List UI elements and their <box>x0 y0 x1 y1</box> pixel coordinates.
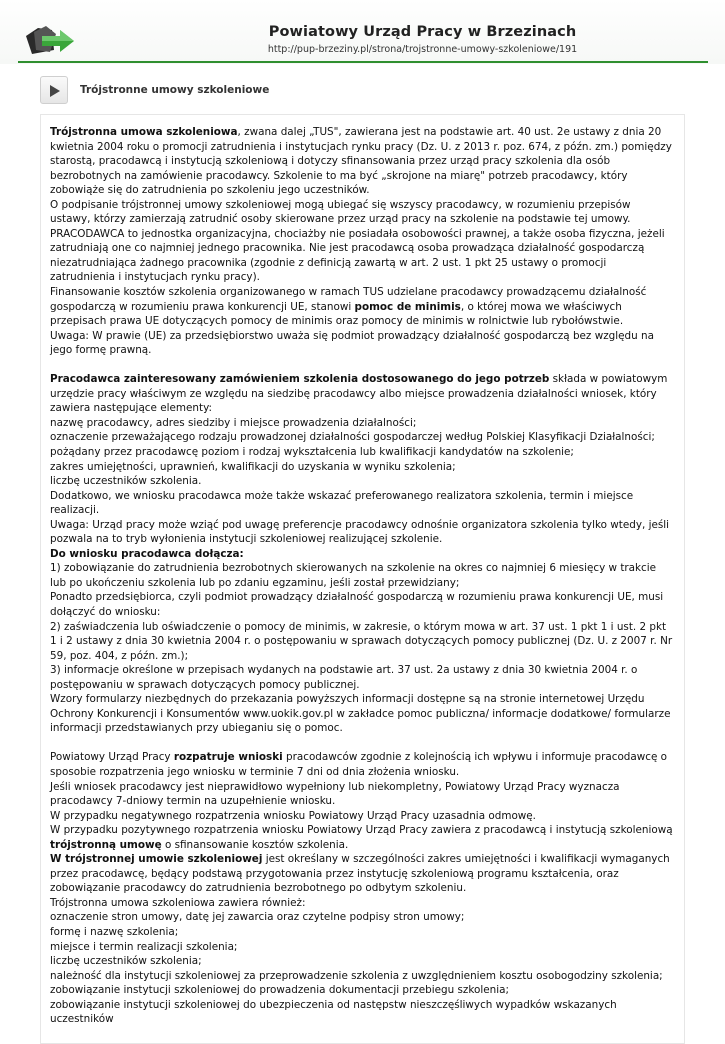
paragraph: 1) zobowiązanie do zatrudnienia bezrobotnych skierowanych na szkolenie na okres co najmniej 6 miesięcy w trakcie lub po ukończeniu szkolenia lub po zdaniu egzaminu, jeśli został przewidziany; <box>50 562 657 589</box>
page-title: Trójstronne umowy szkoleniowe <box>80 84 270 96</box>
paragraph: W trójstronnej umowie szkoleniowej jest określany w szczególności zakres umiejętności i kwalifikacji wymaganych przez pracodawcę, będący podstawą przygotowania przez instytucję szkoleniową programu kształcenia, oraz zobowiązanie pracodawcy do zatrudnienia bezrobotnego po odbytym szkoleniu. <box>50 853 670 895</box>
list-item: liczbę uczestników szkolenia; <box>50 955 202 968</box>
paragraph: PRACODAWCA to jednostka organizacyjna, chociażby nie posiadała osobowości prawnej, a także osoba fizyczna, jeżeli zatrudniają one co najmniej jednego pracownika. Nie jest pracodawcą osoba prowadząca działalność gospodarczą niezatrudniająca żadnego pracownika (zgodnie z definicją zawartą w art. 2 ust. 1 pkt 25 ustawy o promocji zatrudnienia i instytucjach rynku pracy). <box>50 227 665 284</box>
paragraph: Dodatkowo, we wniosku pracodawca może także wskazać preferowanego realizatora szkolenia, termin i miejsce realizacji. <box>50 489 634 517</box>
paragraph: Wzory formularzy niezbędnych do przekazania powyższych informacji dostępne są na stronie internetowej Urzędu Ochrony Konkurencji i Konsumentów www.uokik.gov.pl w zakładce pomoc publiczna/ informacje dodatkowe/ formularze informacji przedstawianych przy ubieganiu się o pomoc. <box>50 693 671 735</box>
site-title: Powiatowy Urząd Pracy w Brzezinach <box>268 24 577 40</box>
play-arrow-icon <box>48 83 62 99</box>
article-body <box>40 114 685 1044</box>
paragraph: O podpisanie trójstronnej umowy szkoleniowej mogą ubiegać się wszyscy pracodawcy, w rozumieniu przepisów ustawy, którzy zamierzają zatrudnić osoby skierowane przez urząd pracy na szkolenie na podstawie tej umowy. <box>50 198 631 226</box>
paragraph: 2) zaświadczenia lub oświadczenie o pomocy de minimis, w zakresie, o którym mowa w art. 37 ust. 1 pkt 1 i ust. 2 pkt 1 i 2 ustawy z dnia 30 kwietnia 2004 r. o postępowaniu w sprawach dotyczących pomocy publicznej (Dz. U. z 2007 r. Nr 59, poz. 404, z późn. zm.); <box>50 620 673 662</box>
page-header <box>0 0 725 64</box>
paragraph: Finansowanie kosztów szkolenia organizowanego w ramach TUS udzielane pracodawcy prowadzącemu działalność gospodarczą w rozumieniu prawa konkurencji UE, stanowi pomoc de minimis, o której mowa we właściwych przepisach prawa UE dotyczących pomocy de minimis oraz pomocy de minimis w rolnictwie lub rybołówstwie. <box>50 286 647 328</box>
list-item: nazwę pracodawcy, adres siedziby i miejsce prowadzenia działalności; <box>50 416 417 429</box>
list-item: zobowiązanie instytucji szkoleniowej do ubezpieczenia od następstw nieszczęśliwych wypadków wskazanych uczestników <box>50 998 617 1026</box>
list-item: zobowiązanie instytucji szkoleniowej do prowadzenia dokumentacji przebiegu szkolenia; <box>50 984 509 997</box>
paragraph: 3) informacje określone w przepisach wydanych na podstawie art. 37 ust. 2a ustawy z dnia 30 kwietnia 2004 r. o postępowaniu w sprawach dotyczących pomocy publicznej. <box>50 664 638 691</box>
list-item: pożądany przez pracodawcę poziom i rodzaj wykształcenia lub kwalifikacji kandydatów na szkolenie; <box>50 445 574 458</box>
list-item: zakres umiejętności, uprawnień, kwalifikacji do uzyskania w wyniku szkolenia; <box>50 460 456 473</box>
paragraph: Pracodawca zainteresowany zamówieniem szkolenia dostosowanego do jego potrzeb składa w powiatowym urzędzie pracy właściwym ze względu na siedzibę pracodawcy albo miejsce prowadzenia działalności wniosek, który zawiera następujące elementy: <box>50 373 668 415</box>
paragraph: Trójstronna umowa szkoleniowa zawiera również: <box>50 896 306 909</box>
paragraph: Uwaga: W prawie (UE) za przedsiębiorstwo uważa się podmiot prowadzący działalność gospodarczą bez względu na jego formę prawną. <box>50 329 654 357</box>
list-item: należność dla instytucji szkoleniowej za przeprowadzenie szkolenia z uwzględnieniem kosztu osobogodziny szkolenia; <box>50 969 663 982</box>
list-item: liczbę uczestników szkolenia. <box>50 475 202 488</box>
paragraph: Do wniosku pracodawca dołącza: <box>50 547 244 560</box>
header-divider <box>18 61 708 63</box>
paragraph: Jeśli wniosek pracodawcy jest nieprawidłowo wypełniony lub niekompletny, Powiatowy Urząd Pracy wyznacza pracodawcy 7-dniowy termin na uzupełnienie wniosku. <box>50 780 620 808</box>
logo-arrow-icon <box>24 24 76 58</box>
list-item: oznaczenie stron umowy, datę jej zawarcia oraz czytelne podpisy stron umowy; <box>50 911 465 924</box>
paragraph: Trójstronna umowa szkoleniowa, zwana dalej „TUS", zawierana jest na podstawie art. 40 ust. 2e ustawy z dnia 20 kwietnia 2004 roku o promocji zatrudnienia i instytucjach rynku pracy (Dz. U. z 2013 r. poz. 674, z późn. zm.) pomiędzy starostą, pracodawcą i instytucją szkoleniową i dotyczy sfinansowania przez urząd pracy szkolenia dla osób bezrobotnych na zamówienie pracodawcy. Szkolenie to ma być „skrojone na miarę" potrzeb pracodawcy, który zobowiąże się do zatrudnienia po szkoleniu jego uczestników. <box>50 126 672 197</box>
list-item: miejsce i termin realizacji szkolenia; <box>50 940 238 953</box>
list-item: formę i nazwę szkolenia; <box>50 925 179 938</box>
paragraph: Uwaga: Urząd pracy może wziąć pod uwagę preferencje pracodawcy odnośnie organizatora szkolenia tylko wtedy, jeśli pozwala na to tryb wyłonienia instytucji szkoleniowej realizującej szkolenie. <box>50 518 670 546</box>
list-item: oznaczenie przeważającego rodzaju prowadzonej działalności gospodarczej według Polskiej Klasyfikacji Działalności; <box>50 431 655 444</box>
paragraph: Ponadto przedsiębiorca, czyli podmiot prowadzący działalność gospodarczą w rozumieniu prawa konkurencji UE, musi dołączyć do wniosku: <box>50 591 664 618</box>
paragraph: Powiatowy Urząd Pracy rozpatruje wnioski pracodawców zgodnie z kolejnością ich wpływu i informuje pracodawcę o sposobie rozpatrzenia jego wniosku w terminie 7 dni od dnia złożenia wniosku. <box>50 751 668 778</box>
section-button[interactable] <box>40 76 68 104</box>
page-url[interactable]: http://pup-brzeziny.pl/strona/trojstronne-umowy-szkoleniowe/191 <box>267 44 578 55</box>
paragraph: W przypadku pozytywnego rozpatrzenia wniosku Powiatowy Urząd Pracy zawiera z pracodawcą i instytucją szkoleniową trójstronną umowę o sfinansowanie kosztów szkolenia. <box>50 824 673 851</box>
paragraph: W przypadku negatywnego rozpatrzenia wniosku Powiatowy Urząd Pracy uzasadnia odmowę. <box>50 809 536 822</box>
